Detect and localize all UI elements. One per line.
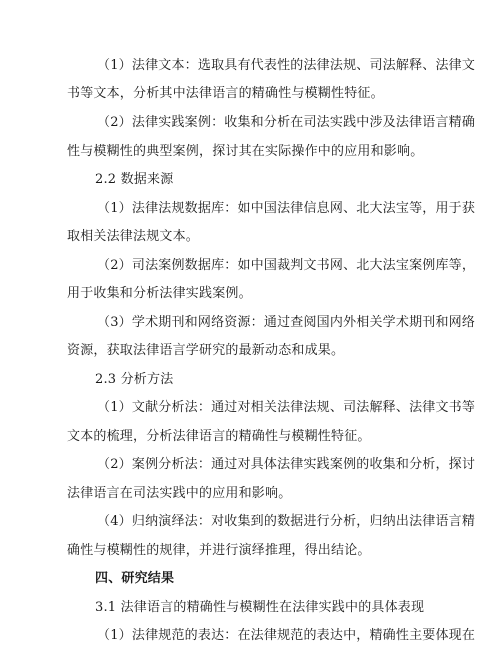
- text-line: （1）法律法规数据库：如中国法律信息网、北大法宝等，用于获: [97, 201, 476, 216]
- text-line: （4）归纳演绎法：对收集到的数据进行分析，归纳出法律语言精: [97, 514, 476, 529]
- text-line: （2）法律实践案例：收集和分析在司法实践中涉及法律语言精确: [97, 115, 476, 130]
- text-line: 法律语言在司法实践中的应用和影响。: [67, 486, 292, 501]
- text-line: （2）案例分析法：通过对具体法律实践案例的收集和分析，探讨: [97, 457, 476, 472]
- text-line: 书等文本，分析其中法律语言的精确性与模糊性特征。: [67, 86, 384, 101]
- text-line: 文本的梳理，分析法律语言的精确性与模糊性特征。: [67, 429, 371, 444]
- section-heading: 3.1 法律语言的精确性与模糊性在法律实践中的具体表现: [95, 600, 425, 615]
- text-line: （3）学术期刊和网络资源：通过查阅国内外相关学术期刊和网络: [97, 315, 476, 330]
- text-line: （2）司法案例数据库：如中国裁判文书网、北大法宝案例库等，: [97, 258, 476, 273]
- section-heading: 2.3 分析方法: [95, 372, 174, 387]
- chapter-heading: 四、研究结果: [95, 571, 175, 586]
- text-line: （1）文献分析法：通过对相关法律法规、司法解释、法律文书等: [97, 400, 476, 415]
- text-line: 确性与模糊性的规律，并进行演绎推理，得出结论。: [67, 543, 371, 558]
- text-line: 取相关法律法规文本。: [67, 229, 200, 244]
- text-line: （1）法律规范的表达：在法律规范的表达中，精确性主要体现在: [97, 628, 476, 643]
- text-line: （1）法律文本：选取具有代表性的法律法规、司法解释、法律文: [97, 58, 476, 73]
- text-line: 用于收集和分析法律实践案例。: [67, 286, 252, 301]
- text-line: 资源，获取法律语言学研究的最新动态和成果。: [67, 343, 345, 358]
- section-heading: 2.2 数据来源: [95, 172, 174, 187]
- text-line: 性与模糊性的典型案例，探讨其在实际操作中的应用和影响。: [67, 144, 424, 159]
